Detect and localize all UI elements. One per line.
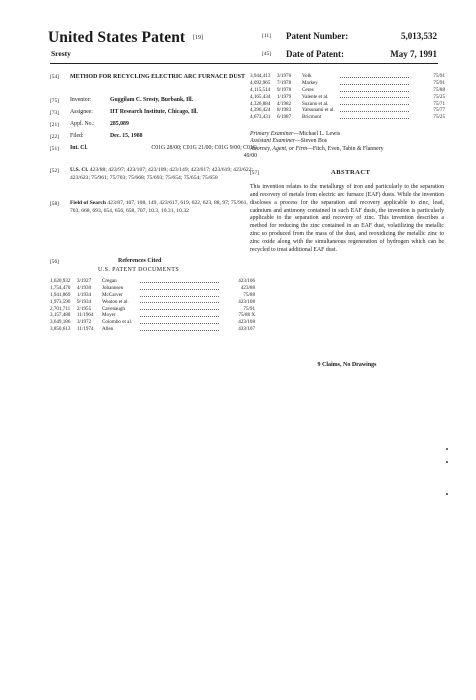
reference-class: 75/91 — [433, 79, 445, 86]
appl-label: Appl. No.: — [70, 121, 95, 127]
reference-class: 423/108 — [238, 298, 255, 305]
inventor-value: Guggilam C. Sresty, Burbank, Ill. — [110, 97, 193, 103]
reference-date: 1/1979 — [277, 93, 292, 100]
reference-name: Johannsen — [102, 284, 124, 291]
intcl-value: C01G 28/00; C01G 21/00; C01G 9/00; C01G 49/00 — [151, 145, 257, 159]
reference-date: 9/1978 — [277, 86, 292, 93]
reference-date: 7/1978 — [277, 79, 292, 86]
reference-row — [50, 312, 255, 319]
reference-number: 4,326,884 — [250, 100, 271, 107]
reference-number: 1,620,932 — [50, 278, 71, 284]
reference-number: 4,115,514 — [250, 86, 271, 93]
reference-row — [50, 306, 255, 313]
attorney-label: Attorney, Agent, or Firm — [250, 145, 308, 152]
reference-name: Bricmont — [302, 114, 322, 121]
leader-dots — [340, 104, 409, 105]
reference-number: 2,701,711 — [50, 305, 71, 312]
leader-dots — [340, 84, 409, 85]
reference-row — [50, 285, 255, 292]
inventor-label: Inventor: — [70, 97, 92, 103]
reference-row — [50, 326, 255, 333]
filed-field-code: [22] — [50, 134, 59, 140]
reference-date: 8/1983 — [277, 107, 292, 114]
reference-number: 4,165,434 — [250, 93, 271, 100]
reference-row — [50, 292, 255, 299]
reference-class: 75/88 — [243, 291, 255, 298]
reference-class: 423/108 — [238, 319, 255, 326]
primary-examiner-name: Michael L. Lewis — [299, 131, 341, 137]
reference-date: 2/1955 — [77, 305, 92, 312]
reference-number: 4,092,965 — [250, 79, 271, 86]
invention-title: METHOD FOR RECYCLING ELECTRIC ARC FURNACE DUST — [70, 74, 246, 80]
reference-class: 75/25 — [433, 114, 445, 121]
reference-class: 75/25 — [433, 93, 445, 100]
primary-examiner-label: Primary Examiner — [250, 131, 294, 137]
reference-number: 4,673,431 — [250, 114, 271, 121]
reference-name: Weaton et al. — [102, 298, 129, 305]
reference-row — [250, 87, 445, 94]
reference-class: 423/88 — [240, 284, 255, 291]
date-of-patent-row — [262, 49, 437, 62]
fos-label: Field of Search — [70, 200, 106, 206]
inventor-surname: Sresty — [51, 49, 71, 58]
reference-class: 423/107 — [238, 326, 255, 333]
assistant-examiner-label: Assistant Examiner — [250, 138, 295, 145]
reference-number: 3,649,186 — [50, 319, 71, 326]
reference-row — [50, 319, 255, 326]
filed-value: Dec. 15, 1988 — [110, 133, 143, 139]
reference-number: 1,973,590 — [50, 298, 71, 305]
title-field-code: [54] — [50, 74, 59, 80]
reference-name: Markey — [302, 79, 318, 86]
reference-row — [250, 101, 445, 108]
patent-number-label: Patent Number: — [286, 31, 349, 41]
reference-date: 9/1934 — [77, 298, 92, 305]
abstract-title: ABSTRACT — [331, 169, 371, 176]
scan-speck — [446, 448, 448, 450]
reference-date: 3/1976 — [277, 73, 292, 79]
leader-dots — [140, 309, 219, 310]
uscl-value: 423/88; 423/97; 423/107; 423/109; 423/149; 423/617; 423/619; 423/622; 423/623; 75/961; 75/703; 75/668; 75/693; 75/654; 75/654; 75/658 — [70, 167, 254, 181]
reference-class: 75/91 — [433, 73, 445, 79]
references-table-right — [250, 73, 445, 121]
uscl-field-code: [52] — [50, 168, 59, 174]
inventor-field-code: [75] — [50, 98, 59, 104]
filed-label: Filed: — [70, 133, 84, 139]
fos-block — [70, 200, 257, 215]
leader-dots — [340, 91, 409, 92]
leader-dots — [140, 316, 219, 317]
claims-summary: 9 Claims, No Drawings — [317, 362, 377, 368]
reference-number: 3,157,488 — [50, 312, 71, 319]
leader-dots — [340, 97, 409, 98]
reference-number: 4,396,424 — [250, 107, 271, 114]
reference-name: McCarver — [102, 291, 123, 298]
reference-number: 3,850,613 — [50, 326, 71, 333]
date-code: [45] — [262, 51, 272, 57]
assistant-examiner: Assistant Examiner—Steven Bos — [250, 138, 327, 145]
reference-row — [250, 94, 445, 101]
assistant-examiner-name: Steven Bos — [300, 138, 327, 145]
patent-office-title: United States Patent — [48, 29, 186, 46]
patent-date: May 7, 1991 — [390, 49, 437, 59]
assignee-value: IIT Research Institute, Chicago, Ill. — [110, 109, 198, 115]
reference-date: 3/1972 — [77, 319, 92, 326]
reference-date: 1/1934 — [77, 291, 92, 298]
patent-number-code: [11] — [262, 33, 271, 39]
appl-field-code: [21] — [50, 122, 59, 128]
uscl-block — [70, 167, 257, 182]
fos-field-code: [58] — [50, 201, 59, 207]
scan-speck — [446, 493, 448, 495]
reference-row — [250, 73, 445, 80]
patent-number-row — [262, 31, 437, 44]
primary-examiner: Primary Examiner—Michael L. Lewis — [250, 131, 341, 137]
uscl-label: U.S. Cl. — [70, 167, 89, 173]
leader-dots — [340, 111, 409, 112]
leader-dots — [340, 77, 409, 78]
reference-name: Suzuno et al. — [302, 100, 329, 107]
reference-date: 3/1927 — [77, 278, 92, 284]
reference-name: Ceres — [302, 86, 314, 93]
assignee-label: Assignee: — [70, 109, 93, 115]
reference-name: Cregan — [102, 278, 117, 284]
reference-class: 75/88 X — [238, 312, 255, 319]
references-subtitle: U.S. PATENT DOCUMENTS — [98, 267, 180, 273]
reference-name: Moyer — [102, 312, 116, 319]
date-label: Date of Patent: — [286, 49, 344, 59]
reference-class: 75/71 — [433, 100, 445, 107]
attorney-name: Fitch, Even, Tabin & Flannery — [312, 145, 384, 152]
refs-field-code: [56] — [50, 259, 59, 265]
reference-number: 1,754,470 — [50, 284, 71, 291]
reference-name: Yatsunami et al. — [302, 107, 335, 114]
leader-dots — [140, 302, 219, 303]
leader-dots — [340, 118, 409, 119]
references-table-left — [50, 278, 255, 333]
reference-number: 1,941,869 — [50, 291, 71, 298]
reference-name: Valente et al. — [302, 93, 329, 100]
leader-dots — [140, 282, 219, 283]
leader-dots — [140, 289, 219, 290]
examiners-block — [250, 131, 445, 153]
reference-row — [50, 299, 255, 306]
reference-name: Colombo et al. — [102, 319, 133, 326]
assignee-field-code: [73] — [50, 110, 59, 116]
reference-number: 3,944,413 — [250, 73, 271, 79]
references-title: References Cited — [118, 258, 162, 264]
intcl-field-code: [51] — [50, 146, 59, 152]
reference-date: 11/1974 — [77, 326, 94, 333]
reference-class: 75/88 — [433, 86, 445, 93]
abstract-code: [57] — [250, 170, 259, 176]
reference-name: Cavenaugh — [102, 305, 125, 312]
scan-speck — [446, 461, 448, 463]
leader-dots — [140, 296, 219, 297]
reference-class: 423/106 — [238, 278, 255, 284]
reference-row — [250, 114, 445, 121]
reference-row — [250, 80, 445, 87]
reference-date: 6/1987 — [277, 114, 292, 121]
reference-class: 75/91 — [243, 305, 255, 312]
leader-dots — [140, 323, 219, 324]
reference-date: 11/1964 — [77, 312, 94, 319]
reference-date: 4/1930 — [77, 284, 92, 291]
reference-name: Volk — [302, 73, 312, 79]
fos-value: 423/87, 107, 108, 149, 423/617, 619, 622, 623, 88, 97; 75/961, 703, 668, 693, 654, 656, 658, 707, 10.3, 10.31, 10.32 — [70, 200, 248, 214]
abstract-text: This invention relates to the metallurgy of iron and particularly to the separation and recovery of metals from electric arc furnace (EAF) dusts. While the invention discloses a process for the separation and recovery applicable to zinc, lead, cadmium and antimony contained in such EAF dusts, the invention is particularly applicable to the separation and recovery of zinc. This invention describes a method for reducing the zinc contained in an EAF dust, volatilizing the metallic zinc so produced from the mass of the dust, and reoxidizing the metallic zinc to zinc oxide along with the simultaneous regeneration of hydrogen which can be recycled to treat additional EAF dust. — [250, 184, 444, 253]
title-code: [19] — [193, 35, 203, 41]
intcl-label: Int. Cl. — [70, 145, 88, 151]
patent-number: 5,013,532 — [401, 31, 437, 41]
reference-date: 4/1982 — [277, 100, 292, 107]
reference-name: Allen — [102, 326, 114, 333]
attorney: Attorney, Agent, or Firm—Fitch, Even, Tabin & Flannery — [250, 145, 384, 152]
reference-row — [50, 278, 255, 285]
leader-dots — [140, 330, 219, 331]
header-divider — [50, 63, 438, 64]
appl-value: 285,089 — [110, 121, 129, 127]
reference-class: 75/77 — [433, 107, 445, 114]
reference-row — [250, 107, 445, 114]
